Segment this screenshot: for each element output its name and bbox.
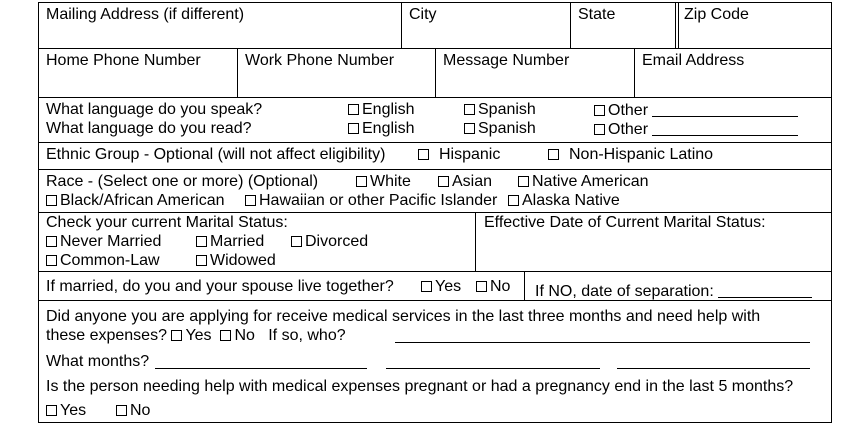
ethnic-group-label: Ethnic Group - Optional (will not affect eligibility) bbox=[46, 146, 386, 163]
checkbox[interactable] bbox=[594, 105, 605, 116]
medical-question-line1: Did anyone you are applying for receive medical services in the last three months and need help with bbox=[46, 308, 761, 325]
checkbox[interactable] bbox=[464, 104, 475, 115]
language-read-question: What language do you read? bbox=[46, 120, 252, 137]
language-speak-question: What language do you speak? bbox=[46, 101, 263, 118]
checkbox[interactable] bbox=[46, 405, 57, 416]
race-label: Race - (Select one or more) (Optional) bbox=[46, 173, 319, 190]
checkbox[interactable] bbox=[291, 236, 302, 247]
row-divider bbox=[38, 271, 832, 272]
read-english-option[interactable]: English bbox=[348, 120, 414, 138]
speak-other-field[interactable] bbox=[652, 101, 798, 117]
home-phone-label: Home Phone Number bbox=[46, 52, 201, 69]
married-option[interactable]: Married bbox=[196, 233, 264, 251]
col-divider bbox=[524, 271, 525, 301]
marital-status-label: Check your current Marital Status: bbox=[46, 214, 288, 231]
row-divider bbox=[38, 169, 832, 170]
separation-date-label: If NO, date of separation: bbox=[535, 282, 812, 301]
widowed-option[interactable]: Widowed bbox=[196, 252, 276, 270]
form-border-top bbox=[38, 2, 832, 3]
checkbox[interactable] bbox=[356, 176, 367, 187]
checkbox[interactable] bbox=[418, 149, 429, 160]
checkbox[interactable] bbox=[196, 255, 207, 266]
what-months-field-2[interactable] bbox=[386, 353, 600, 369]
checkbox[interactable] bbox=[348, 104, 359, 115]
work-phone-label: Work Phone Number bbox=[245, 52, 395, 69]
what-months-field[interactable] bbox=[155, 353, 367, 369]
email-address-label: Email Address bbox=[642, 52, 745, 69]
medical-yes-option[interactable]: Yes bbox=[171, 327, 211, 344]
checkbox[interactable] bbox=[46, 255, 57, 266]
form-border-right bbox=[831, 2, 832, 423]
speak-other-option[interactable]: Other bbox=[594, 101, 798, 120]
race-black-option[interactable]: Black/African American bbox=[46, 192, 225, 210]
race-hawaiian-option[interactable]: Hawaiian or other Pacific Islander bbox=[245, 192, 497, 210]
read-spanish-option[interactable]: Spanish bbox=[464, 120, 536, 138]
col-divider bbox=[435, 48, 436, 98]
checkbox[interactable] bbox=[220, 330, 231, 341]
pregnant-no-option[interactable]: No bbox=[116, 402, 150, 420]
checkbox[interactable] bbox=[438, 176, 449, 187]
medical-no-option[interactable]: No bbox=[220, 327, 254, 344]
col-divider bbox=[401, 2, 402, 49]
pregnant-question: Is the person needing help with medical expenses pregnant or had a pregnancy end in the last 5 months? bbox=[46, 378, 794, 395]
checkbox[interactable] bbox=[348, 123, 359, 134]
col-divider bbox=[678, 2, 679, 49]
state-label: State bbox=[578, 6, 616, 23]
checkbox[interactable] bbox=[46, 236, 57, 247]
zip-code-label: Zip Code bbox=[684, 6, 749, 23]
live-together-no-option[interactable]: No bbox=[476, 278, 510, 296]
checkbox[interactable] bbox=[548, 149, 559, 160]
col-divider bbox=[634, 48, 635, 98]
race-asian-option[interactable]: Asian bbox=[438, 173, 492, 191]
what-months-field-3[interactable] bbox=[617, 353, 810, 369]
race-alaska-option[interactable]: Alaska Native bbox=[508, 192, 620, 210]
medical-question-line2: these expenses? Yes No If so, who? bbox=[46, 327, 346, 344]
hispanic-option[interactable]: Hispanic bbox=[418, 146, 500, 164]
who-field[interactable] bbox=[395, 327, 810, 343]
checkbox[interactable] bbox=[508, 195, 519, 206]
checkbox[interactable] bbox=[245, 195, 256, 206]
pregnant-yes-option[interactable]: Yes bbox=[46, 402, 86, 420]
form-border-left bbox=[38, 2, 39, 423]
race-native-american-option[interactable]: Native American bbox=[518, 173, 649, 191]
checkbox[interactable] bbox=[116, 405, 127, 416]
row-divider bbox=[38, 212, 832, 213]
col-divider bbox=[675, 2, 676, 49]
effective-date-label: Effective Date of Current Marital Status: bbox=[484, 214, 766, 231]
non-hispanic-option[interactable]: Non-Hispanic Latino bbox=[548, 146, 713, 164]
checkbox[interactable] bbox=[518, 176, 529, 187]
checkbox[interactable] bbox=[464, 123, 475, 134]
race-white-option[interactable]: White bbox=[356, 173, 411, 191]
read-other-option[interactable]: Other bbox=[594, 120, 798, 139]
checkbox[interactable] bbox=[46, 195, 57, 206]
never-married-option[interactable]: Never Married bbox=[46, 233, 161, 251]
form-border-bottom bbox=[38, 422, 832, 423]
mailing-address-label: Mailing Address (if different) bbox=[46, 6, 245, 23]
col-divider bbox=[475, 212, 476, 272]
checkbox[interactable] bbox=[421, 281, 432, 292]
live-together-question: If married, do you and your spouse live together? bbox=[46, 278, 394, 295]
row-divider bbox=[38, 142, 832, 143]
checkbox[interactable] bbox=[476, 281, 487, 292]
what-months-label: What months? bbox=[46, 353, 150, 370]
city-label: City bbox=[409, 6, 437, 23]
live-together-yes-option[interactable]: Yes bbox=[421, 278, 461, 296]
checkbox[interactable] bbox=[171, 330, 182, 341]
col-divider bbox=[237, 48, 238, 98]
divorced-option[interactable]: Divorced bbox=[291, 233, 368, 251]
speak-spanish-option[interactable]: Spanish bbox=[464, 101, 536, 119]
checkbox[interactable] bbox=[196, 236, 207, 247]
col-divider bbox=[570, 2, 571, 49]
checkbox[interactable] bbox=[594, 124, 605, 135]
message-number-label: Message Number bbox=[443, 52, 570, 69]
read-other-field[interactable] bbox=[652, 120, 798, 136]
common-law-option[interactable]: Common-Law bbox=[46, 252, 160, 270]
separation-date-field[interactable] bbox=[718, 282, 812, 298]
speak-english-option[interactable]: English bbox=[348, 101, 414, 119]
